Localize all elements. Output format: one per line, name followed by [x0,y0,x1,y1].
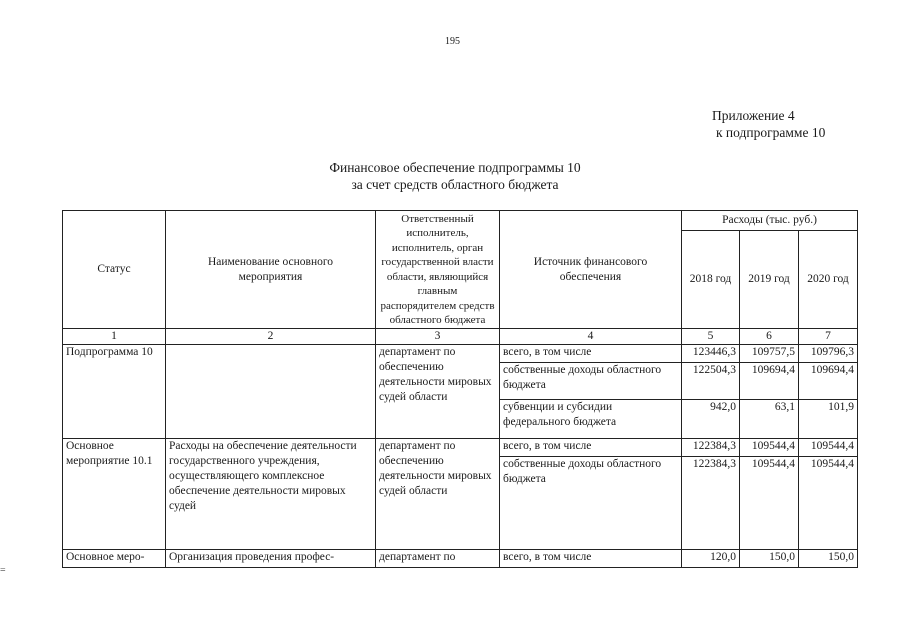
value-2020: 109544,4 [799,457,858,550]
name-cell: Организация проведения профес- [166,550,376,568]
source-cell: субвенции и субсидии федерального бюджета [500,400,682,439]
appendix-label [712,107,825,141]
executor-cell: департамент по обеспечению деятельности мировых судей области [376,439,500,550]
index-cell: 4 [500,329,682,345]
margin-mark: = [0,565,6,576]
header-year-2018: 2018 год [682,231,740,329]
title-line-2: за счет средств областного бюджета [351,177,559,192]
value-2019: 63,1 [740,400,799,439]
document-title [300,159,610,193]
executor-cell: департамент по [376,550,500,568]
executor-cell: департамент по обеспечению деятельности мировых судей области [376,345,500,439]
value-2019: 150,0 [740,550,799,568]
value-2019: 109694,4 [740,363,799,400]
index-row [63,329,858,345]
value-2018: 122504,3 [682,363,740,400]
value-2019: 109757,5 [740,345,799,363]
index-cell: 3 [376,329,500,345]
table-row [63,439,858,457]
index-cell: 5 [682,329,740,345]
source-cell: всего, в том числе [500,439,682,457]
header-executor: Ответственный исполнитель, исполнитель, орган государственной власти области, являющийся главным распорядителем средств областного бюджета [376,211,500,329]
name-cell [166,345,376,439]
source-cell: собственные доходы областного бюджета [500,363,682,400]
value-2020: 150,0 [799,550,858,568]
value-2018: 942,0 [682,400,740,439]
header-status: Статус [63,211,166,329]
finance-table [62,210,858,568]
title-line-1: Финансовое обеспечение подпрограммы 10 [329,160,581,175]
status-cell: Основное мероприятие 10.1 [63,439,166,550]
value-2018: 122384,3 [682,439,740,457]
source-cell: собственные доходы областного бюджета [500,457,682,550]
index-cell: 7 [799,329,858,345]
value-2018: 120,0 [682,550,740,568]
value-2019: 109544,4 [740,457,799,550]
value-2018: 122384,3 [682,457,740,550]
value-2020: 109544,4 [799,439,858,457]
header-year-2020: 2020 год [799,231,858,329]
appendix-line-1: Приложение 4 [712,108,795,123]
source-cell: всего, в том числе [500,345,682,363]
index-cell: 2 [166,329,376,345]
header-name: Наименование основного мероприятия [166,211,376,329]
name-cell: Расходы на обеспечение деятельности государственного учреждения, осуществляющего комплексное обеспечение деятельности мировых судей [166,439,376,550]
page-number: 195 [445,36,460,47]
value-2020: 101,9 [799,400,858,439]
appendix-line-2: к подпрограмме 10 [716,125,826,140]
index-cell: 1 [63,329,166,345]
value-2020: 109694,4 [799,363,858,400]
header-year-2019: 2019 год [740,231,799,329]
value-2019: 109544,4 [740,439,799,457]
source-cell: всего, в том числе [500,550,682,568]
header-expenses: Расходы (тыс. руб.) [682,211,858,231]
status-cell: Основное меро- [63,550,166,568]
table-row [63,550,858,568]
table-row [63,345,858,363]
value-2020: 109796,3 [799,345,858,363]
value-2018: 123446,3 [682,345,740,363]
status-cell: Подпрограмма 10 [63,345,166,439]
header-source: Источник финансового обеспечения [500,211,682,329]
index-cell: 6 [740,329,799,345]
